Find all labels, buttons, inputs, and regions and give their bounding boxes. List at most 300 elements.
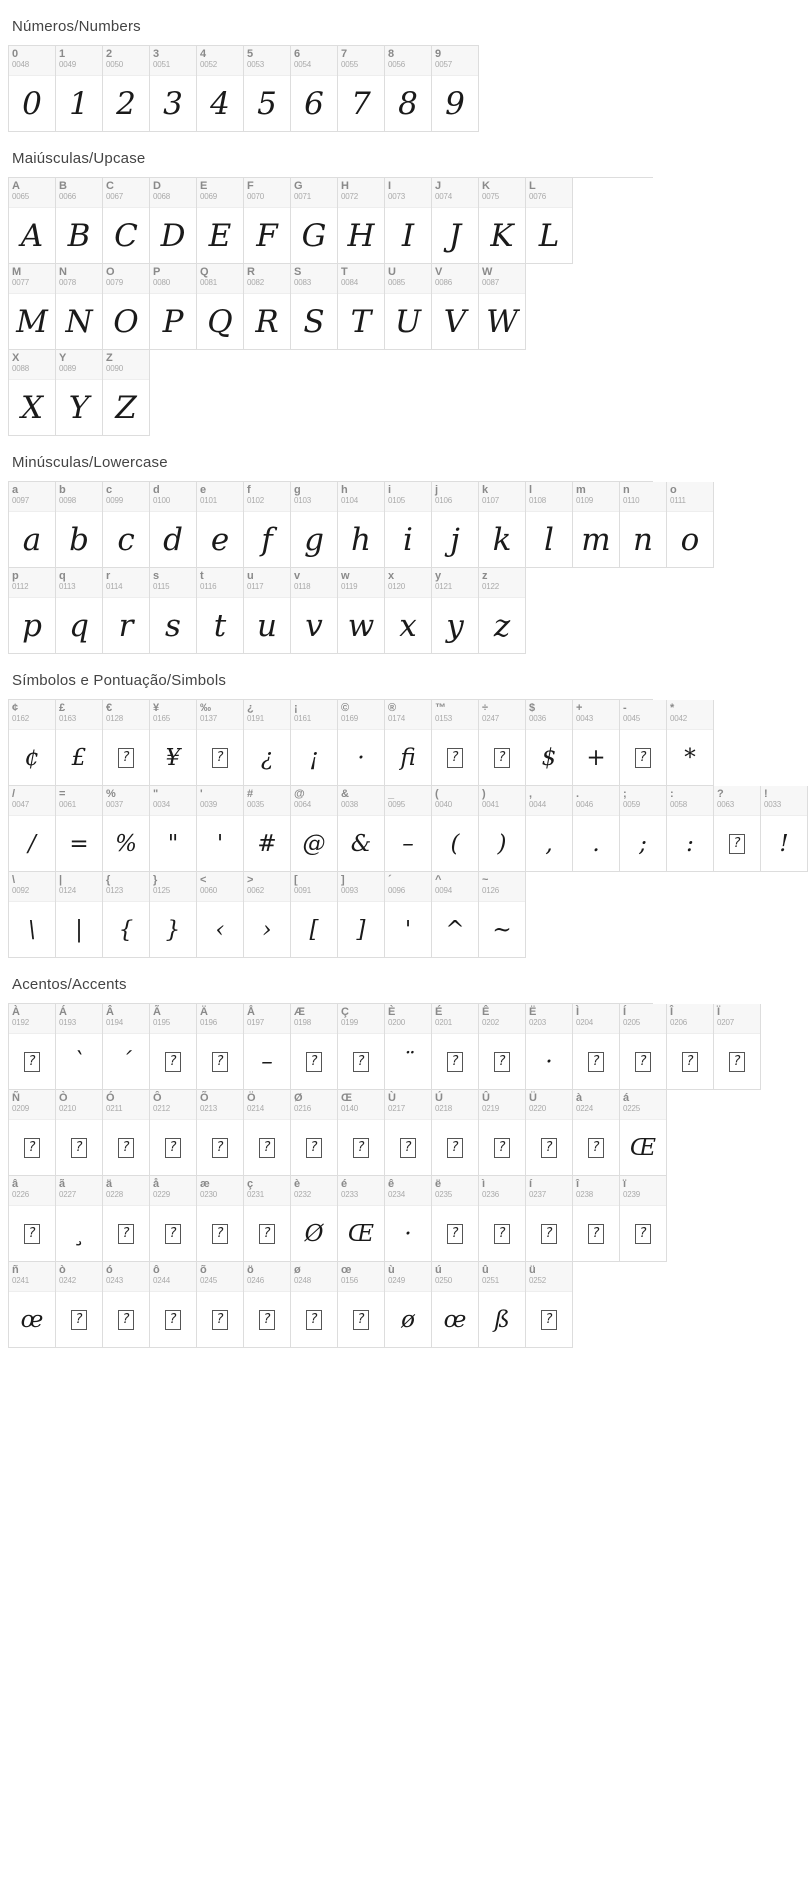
notdef-box-icon: ? xyxy=(635,1224,651,1244)
glyph-character-label: õ xyxy=(200,1264,207,1276)
glyph-cell[interactable] xyxy=(338,1176,385,1262)
glyph-cell[interactable] xyxy=(103,1176,150,1262)
glyph-unicode-label: 0216 xyxy=(294,1104,311,1113)
glyph-cell[interactable] xyxy=(526,1262,573,1348)
glyph-preview: ¿ xyxy=(260,744,274,771)
glyph-preview xyxy=(338,1120,384,1175)
glyph-header xyxy=(244,1176,290,1206)
glyph-unicode-label: 0099 xyxy=(106,496,123,505)
glyph-preview: l xyxy=(544,521,554,558)
glyph-cell[interactable] xyxy=(338,568,385,654)
glyph-row xyxy=(9,786,808,872)
glyph-cell[interactable] xyxy=(56,700,103,786)
glyph-preview: + xyxy=(586,744,606,771)
glyph-cell[interactable] xyxy=(479,264,526,350)
glyph-cell[interactable] xyxy=(385,568,432,654)
glyph-cell[interactable] xyxy=(432,1004,479,1090)
glyph-unicode-label: 0123 xyxy=(106,886,123,895)
glyph-cell[interactable] xyxy=(432,1090,479,1176)
glyph-cell[interactable] xyxy=(291,1090,338,1176)
glyph-preview xyxy=(150,1120,196,1175)
glyph-cell[interactable] xyxy=(197,1004,244,1090)
glyph-cell[interactable] xyxy=(291,1004,338,1090)
glyph-character-label: ¢ xyxy=(12,702,19,714)
glyph-unicode-label: 0072 xyxy=(341,192,358,201)
glyph-cell[interactable] xyxy=(526,482,573,568)
glyph-header xyxy=(9,1090,55,1120)
glyph-character-label: C xyxy=(106,180,114,192)
glyph-cell[interactable] xyxy=(56,482,103,568)
glyph-cell[interactable] xyxy=(56,178,103,264)
glyph-unicode-label: 0239 xyxy=(623,1190,640,1199)
glyph-character-label: F xyxy=(247,180,254,192)
glyph-unicode-label: 0062 xyxy=(247,886,264,895)
glyph-cell[interactable] xyxy=(103,178,150,264)
glyph-cell[interactable] xyxy=(103,46,150,132)
glyph-cell[interactable] xyxy=(291,786,338,872)
glyph-unicode-label: 0079 xyxy=(106,278,123,287)
glyph-unicode-label: 0235 xyxy=(435,1190,452,1199)
glyph-cell[interactable] xyxy=(244,1090,291,1176)
glyph-preview xyxy=(244,1120,290,1175)
glyph-cell[interactable] xyxy=(103,1262,150,1348)
glyph-character-label: ë xyxy=(435,1178,442,1190)
glyph-cell[interactable] xyxy=(197,178,244,264)
glyph-table-uppercase xyxy=(8,177,653,436)
glyph-cell[interactable] xyxy=(479,482,526,568)
glyph-header xyxy=(385,1176,431,1206)
glyph-cell[interactable] xyxy=(150,700,197,786)
glyph-unicode-label: 0048 xyxy=(12,60,29,69)
glyph-preview: · xyxy=(404,1220,412,1247)
glyph-header xyxy=(103,1090,149,1120)
glyph-cell[interactable] xyxy=(197,872,244,958)
glyph-cell[interactable] xyxy=(761,786,808,872)
glyph-cell[interactable] xyxy=(56,1090,103,1176)
glyph-cell[interactable] xyxy=(9,178,56,264)
glyph-unicode-label: 0246 xyxy=(247,1276,264,1285)
glyph-cell[interactable] xyxy=(291,264,338,350)
glyph-cell[interactable] xyxy=(479,1176,526,1262)
glyph-cell[interactable] xyxy=(150,786,197,872)
glyph-cell[interactable] xyxy=(432,700,479,786)
glyph-preview: t xyxy=(213,607,227,644)
glyph-unicode-label: 0034 xyxy=(153,800,170,809)
glyph-preview: , xyxy=(545,830,553,857)
glyph-header xyxy=(197,264,243,294)
glyph-unicode-label: 0063 xyxy=(717,800,734,809)
glyph-cell[interactable] xyxy=(9,1262,56,1348)
glyph-cell[interactable] xyxy=(432,872,479,958)
glyph-cell[interactable] xyxy=(150,568,197,654)
glyph-cell[interactable] xyxy=(197,1090,244,1176)
glyph-preview xyxy=(432,1206,478,1261)
glyph-cell[interactable] xyxy=(667,786,714,872)
glyph-character-label: ‰ xyxy=(200,702,211,714)
glyph-character-label: Ï xyxy=(717,1006,721,1018)
glyph-cell[interactable] xyxy=(714,786,761,872)
glyph-character-label: ® xyxy=(388,702,397,714)
glyph-cell[interactable] xyxy=(714,1004,761,1090)
glyph-cell[interactable] xyxy=(103,786,150,872)
glyph-unicode-label: 0153 xyxy=(435,714,452,723)
glyph-cell[interactable] xyxy=(385,482,432,568)
glyph-cell[interactable] xyxy=(9,1176,56,1262)
glyph-cell[interactable] xyxy=(479,700,526,786)
glyph-cell[interactable] xyxy=(385,178,432,264)
glyph-unicode-label: 0109 xyxy=(576,496,593,505)
glyph-unicode-label: 0091 xyxy=(294,886,311,895)
glyph-cell[interactable] xyxy=(244,178,291,264)
glyph-cell[interactable] xyxy=(385,700,432,786)
glyph-character-label: æ xyxy=(200,1178,210,1190)
glyph-preview: 7 xyxy=(351,85,371,122)
glyph-cell[interactable] xyxy=(338,700,385,786)
glyph-cell[interactable] xyxy=(385,1004,432,1090)
glyph-cell[interactable] xyxy=(244,264,291,350)
glyph-character-label: ñ xyxy=(12,1264,19,1276)
glyph-unicode-label: 0084 xyxy=(341,278,358,287)
glyph-cell[interactable] xyxy=(573,482,620,568)
glyph-cell[interactable] xyxy=(432,482,479,568)
glyph-cell[interactable] xyxy=(667,700,714,786)
glyph-cell[interactable] xyxy=(244,1176,291,1262)
glyph-header xyxy=(620,700,666,730)
glyph-preview: ! xyxy=(779,830,789,857)
glyph-cell[interactable] xyxy=(526,1090,573,1176)
glyph-cell[interactable] xyxy=(432,1262,479,1348)
glyph-cell[interactable] xyxy=(432,568,479,654)
glyph-header xyxy=(197,178,243,208)
glyph-character-label: k xyxy=(482,484,489,496)
glyph-character-label: Ü xyxy=(529,1092,537,1104)
glyph-cell[interactable] xyxy=(338,1004,385,1090)
glyph-cell[interactable] xyxy=(479,1004,526,1090)
glyph-character-label: < xyxy=(200,874,207,886)
glyph-header xyxy=(150,700,196,730)
glyph-cell[interactable] xyxy=(291,482,338,568)
glyph-cell[interactable] xyxy=(103,872,150,958)
glyph-header xyxy=(150,264,196,294)
glyph-cell[interactable] xyxy=(385,1176,432,1262)
glyph-cell[interactable] xyxy=(385,872,432,958)
glyph-character-label: Ù xyxy=(388,1092,396,1104)
glyph-cell[interactable] xyxy=(56,1004,103,1090)
glyph-preview: ¢ xyxy=(24,744,40,771)
glyph-cell[interactable] xyxy=(338,264,385,350)
glyph-cell[interactable] xyxy=(479,1090,526,1176)
notdef-box-icon: ? xyxy=(165,1138,181,1158)
glyph-cell[interactable] xyxy=(620,1004,667,1090)
glyph-cell[interactable] xyxy=(432,786,479,872)
glyph-preview: ' xyxy=(216,830,224,857)
glyph-cell[interactable] xyxy=(150,178,197,264)
glyph-preview: o xyxy=(680,521,700,558)
glyph-cell[interactable] xyxy=(338,46,385,132)
glyph-cell[interactable] xyxy=(620,1176,667,1262)
glyph-unicode-label: 0218 xyxy=(435,1104,452,1113)
glyph-preview: / xyxy=(28,830,36,857)
glyph-header xyxy=(526,1090,572,1120)
glyph-header xyxy=(197,872,243,902)
glyph-cell[interactable] xyxy=(197,1176,244,1262)
glyph-cell[interactable] xyxy=(103,1090,150,1176)
glyph-character-label: @ xyxy=(294,788,305,800)
glyph-preview: D xyxy=(160,217,186,254)
glyph-character-label: O xyxy=(106,266,115,278)
glyph-cell[interactable] xyxy=(56,350,103,436)
glyph-header xyxy=(479,482,525,512)
glyph-cell[interactable] xyxy=(291,700,338,786)
glyph-cell[interactable] xyxy=(56,568,103,654)
glyph-cell[interactable] xyxy=(338,1090,385,1176)
glyph-character-label: D xyxy=(153,180,161,192)
glyph-header xyxy=(291,786,337,816)
glyph-character-label: ÷ xyxy=(482,702,489,714)
glyph-character-label: i xyxy=(388,484,392,496)
glyph-cell[interactable] xyxy=(150,1090,197,1176)
glyph-cell[interactable] xyxy=(9,872,56,958)
glyph-unicode-label: 0075 xyxy=(482,192,499,201)
glyph-cell[interactable] xyxy=(667,1004,714,1090)
glyph-cell[interactable] xyxy=(432,1176,479,1262)
glyph-cell[interactable] xyxy=(9,482,56,568)
glyph-cell[interactable] xyxy=(385,1262,432,1348)
glyph-cell[interactable] xyxy=(197,264,244,350)
glyph-cell[interactable] xyxy=(150,1176,197,1262)
glyph-cell[interactable] xyxy=(526,786,573,872)
glyph-cell[interactable] xyxy=(573,1004,620,1090)
glyph-header xyxy=(667,700,713,730)
glyph-cell[interactable] xyxy=(9,786,56,872)
glyph-header xyxy=(526,786,572,816)
glyph-header xyxy=(291,1176,337,1206)
glyph-cell[interactable] xyxy=(197,482,244,568)
glyph-cell[interactable] xyxy=(573,1090,620,1176)
glyph-preview xyxy=(291,1292,337,1347)
glyph-cell[interactable] xyxy=(197,786,244,872)
glyph-cell[interactable] xyxy=(56,264,103,350)
glyph-cell[interactable] xyxy=(479,568,526,654)
glyph-character-label: _ xyxy=(388,788,395,800)
glyph-unicode-label: 0196 xyxy=(200,1018,217,1027)
glyph-table-numbers xyxy=(8,45,479,132)
glyph-cell[interactable] xyxy=(620,700,667,786)
glyph-cell[interactable] xyxy=(103,482,150,568)
glyph-cell[interactable] xyxy=(9,568,56,654)
glyph-header xyxy=(432,700,478,730)
glyph-cell[interactable] xyxy=(103,1004,150,1090)
glyph-preview: x xyxy=(399,607,417,644)
glyph-cell[interactable] xyxy=(150,482,197,568)
glyph-character-label: ; xyxy=(623,788,627,800)
glyph-header xyxy=(291,1262,337,1292)
glyph-cell[interactable] xyxy=(56,1262,103,1348)
glyph-cell[interactable] xyxy=(526,700,573,786)
glyph-cell[interactable] xyxy=(385,786,432,872)
glyph-preview: ` xyxy=(73,1048,85,1075)
glyph-cell[interactable] xyxy=(479,872,526,958)
glyph-unicode-label: 0050 xyxy=(106,60,123,69)
glyph-cell[interactable] xyxy=(9,700,56,786)
glyph-header xyxy=(56,264,102,294)
glyph-preview: \ xyxy=(28,916,36,943)
glyph-header xyxy=(244,1262,290,1292)
glyph-cell[interactable] xyxy=(244,568,291,654)
glyph-cell[interactable] xyxy=(338,482,385,568)
glyph-cell[interactable] xyxy=(244,482,291,568)
glyph-header xyxy=(338,482,384,512)
glyph-cell[interactable] xyxy=(150,872,197,958)
glyph-cell[interactable] xyxy=(526,178,573,264)
glyph-cell[interactable] xyxy=(479,786,526,872)
glyph-header xyxy=(56,700,102,730)
glyph-cell[interactable] xyxy=(338,178,385,264)
glyph-cell[interactable] xyxy=(432,178,479,264)
glyph-cell[interactable] xyxy=(573,786,620,872)
glyph-character-label: Ã xyxy=(153,1006,161,1018)
glyph-unicode-label: 0192 xyxy=(12,1018,29,1027)
glyph-character-label: Ú xyxy=(435,1092,443,1104)
glyph-cell[interactable] xyxy=(150,1004,197,1090)
glyph-unicode-label: 0217 xyxy=(388,1104,405,1113)
glyph-unicode-label: 0248 xyxy=(294,1276,311,1285)
glyph-cell[interactable] xyxy=(526,1176,573,1262)
glyph-cell[interactable] xyxy=(432,264,479,350)
glyph-cell[interactable] xyxy=(56,786,103,872)
glyph-character-label: ó xyxy=(106,1264,113,1276)
glyph-header xyxy=(432,178,478,208)
glyph-character-label: 9 xyxy=(435,48,442,60)
glyph-cell[interactable] xyxy=(573,700,620,786)
glyph-character-label: : xyxy=(670,788,674,800)
glyph-row xyxy=(9,1176,667,1262)
glyph-unicode-label: 0071 xyxy=(294,192,311,201)
glyph-cell[interactable] xyxy=(432,46,479,132)
glyph-cell[interactable] xyxy=(9,1004,56,1090)
glyph-header xyxy=(338,1176,384,1206)
glyph-cell[interactable] xyxy=(103,568,150,654)
glyph-character-label: ì xyxy=(482,1178,486,1190)
glyph-cell[interactable] xyxy=(291,1176,338,1262)
glyph-cell[interactable] xyxy=(526,1004,573,1090)
notdef-box-icon: ? xyxy=(259,1224,275,1244)
glyph-unicode-label: 0104 xyxy=(341,496,358,505)
glyph-cell[interactable] xyxy=(338,786,385,872)
glyph-cell[interactable] xyxy=(620,786,667,872)
glyph-header xyxy=(56,482,102,512)
glyph-cell[interactable] xyxy=(338,1262,385,1348)
glyph-header xyxy=(56,1262,102,1292)
glyph-preview xyxy=(432,730,478,785)
glyph-unicode-label: 0219 xyxy=(482,1104,499,1113)
glyph-header xyxy=(385,46,431,76)
glyph-character-label: Ñ xyxy=(12,1092,20,1104)
glyph-cell[interactable] xyxy=(244,872,291,958)
glyph-cell[interactable] xyxy=(385,46,432,132)
glyph-character-label: è xyxy=(294,1178,301,1190)
glyph-cell[interactable] xyxy=(9,264,56,350)
glyph-header xyxy=(526,700,572,730)
glyph-cell[interactable] xyxy=(338,872,385,958)
glyph-cell[interactable] xyxy=(103,700,150,786)
glyph-cell[interactable] xyxy=(197,568,244,654)
glyph-character-label: , xyxy=(529,788,533,800)
glyph-unicode-label: 0118 xyxy=(294,582,311,591)
glyph-character-label: t xyxy=(200,570,204,582)
glyph-unicode-label: 0068 xyxy=(153,192,170,201)
glyph-character-label: g xyxy=(294,484,301,496)
glyph-character-label: ™ xyxy=(435,702,446,714)
glyph-preview: k xyxy=(492,521,512,558)
glyph-character-label: 6 xyxy=(294,48,301,60)
glyph-cell[interactable] xyxy=(150,1262,197,1348)
glyph-cell[interactable] xyxy=(479,1262,526,1348)
glyph-cell[interactable] xyxy=(291,568,338,654)
glyph-cell[interactable] xyxy=(9,1090,56,1176)
glyph-cell[interactable] xyxy=(9,350,56,436)
glyph-cell[interactable] xyxy=(150,46,197,132)
glyph-preview: m xyxy=(581,521,611,558)
glyph-header xyxy=(620,786,666,816)
glyph-cell[interactable] xyxy=(385,264,432,350)
glyph-cell[interactable] xyxy=(620,1090,667,1176)
glyph-cell[interactable] xyxy=(291,1262,338,1348)
glyph-cell[interactable] xyxy=(385,1090,432,1176)
glyph-cell[interactable] xyxy=(9,46,56,132)
glyph-unicode-label: 0107 xyxy=(482,496,499,505)
glyph-cell[interactable] xyxy=(197,1262,244,1348)
glyph-cell[interactable] xyxy=(244,786,291,872)
glyph-character-label: u xyxy=(247,570,254,582)
glyph-character-label: - xyxy=(623,702,627,714)
glyph-cell[interactable] xyxy=(103,264,150,350)
glyph-cell[interactable] xyxy=(244,46,291,132)
glyph-cell[interactable] xyxy=(197,46,244,132)
glyph-cell[interactable] xyxy=(573,1176,620,1262)
glyph-cell[interactable] xyxy=(479,178,526,264)
notdef-box-icon: ? xyxy=(71,1310,87,1330)
glyph-cell[interactable] xyxy=(244,1004,291,1090)
glyph-cell[interactable] xyxy=(291,872,338,958)
glyph-cell[interactable] xyxy=(197,700,244,786)
glyph-unicode-label: 0080 xyxy=(153,278,170,287)
glyph-cell[interactable] xyxy=(103,350,150,436)
glyph-header xyxy=(56,46,102,76)
glyph-unicode-label: 0247 xyxy=(482,714,499,723)
glyph-character-label: ò xyxy=(59,1264,66,1276)
glyph-unicode-label: 0214 xyxy=(247,1104,264,1113)
glyph-preview xyxy=(197,1034,243,1089)
glyph-unicode-label: 0059 xyxy=(623,800,640,809)
glyph-cell[interactable] xyxy=(56,46,103,132)
glyph-unicode-label: 0161 xyxy=(294,714,311,723)
glyph-unicode-label: 0193 xyxy=(59,1018,76,1027)
glyph-cell[interactable] xyxy=(150,264,197,350)
glyph-cell[interactable] xyxy=(291,178,338,264)
glyph-cell[interactable] xyxy=(244,1262,291,1348)
glyph-cell[interactable] xyxy=(667,482,714,568)
glyph-unicode-label: 0049 xyxy=(59,60,76,69)
glyph-cell[interactable] xyxy=(291,46,338,132)
glyph-unicode-label: 0122 xyxy=(482,582,499,591)
glyph-cell[interactable] xyxy=(620,482,667,568)
glyph-unicode-label: 0090 xyxy=(106,364,123,373)
glyph-cell[interactable] xyxy=(56,872,103,958)
glyph-row xyxy=(9,568,526,654)
glyph-cell[interactable] xyxy=(244,700,291,786)
glyph-cell[interactable] xyxy=(56,1176,103,1262)
